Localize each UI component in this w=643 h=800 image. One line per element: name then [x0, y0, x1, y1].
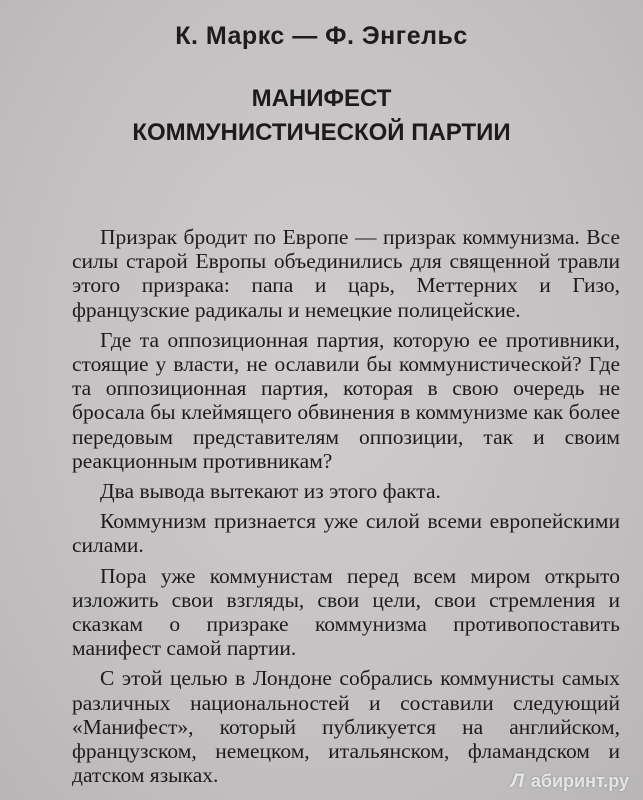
document-title [0, 82, 643, 150]
paragraph-6: С этой целью в Лондоне собрались коммунисты самых различных национальностей и составили следующий «Манифест», который публикуется на английском, французском, немецком, итальянском, фламандском и датском языках. [72, 666, 620, 788]
watermark-text: абиринт.ру [530, 771, 629, 791]
paragraph-4: Коммунизм признается уже силой всеми европейскими силами. [72, 509, 620, 558]
title-line-1: МАНИФЕСТ [251, 85, 392, 112]
labirint-logo-icon: Л [510, 770, 524, 792]
title-line-2: КОММУНИСТИЧЕСКОЙ ПАРТИИ [132, 119, 511, 146]
paragraph-2: Где та оппозиционная партия, которую ее противники, стоящие у власти, не ославили бы коммунистической? Где та оппозиционная партия, которая в свою очередь не бросала бы клеймящего обвинения в коммунизме как более передовым представителям оппозиции, так и своим реакционным противникам? [72, 327, 620, 473]
body-text [72, 225, 620, 793]
paragraph-1: Призрак бродит по Европе — призрак коммунизма. Все силы старой Европы объединились для священной травли этого призрака: папа и царь, Меттерних и Гизо, французские радикалы и немецкие полицейские. [72, 225, 620, 322]
author-heading: К. Маркс — Ф. Энгельс [175, 22, 468, 50]
paragraph-5: Пора уже коммунистам перед всем миром открыто изложить свои взгляды, свои цели, свои стремления и сказкам о призраке коммунизма противопоставить манифест самой партии. [72, 563, 620, 661]
paragraph-3: Два вывода вытекают из этого факта. [100, 479, 441, 504]
watermark [511, 771, 629, 792]
